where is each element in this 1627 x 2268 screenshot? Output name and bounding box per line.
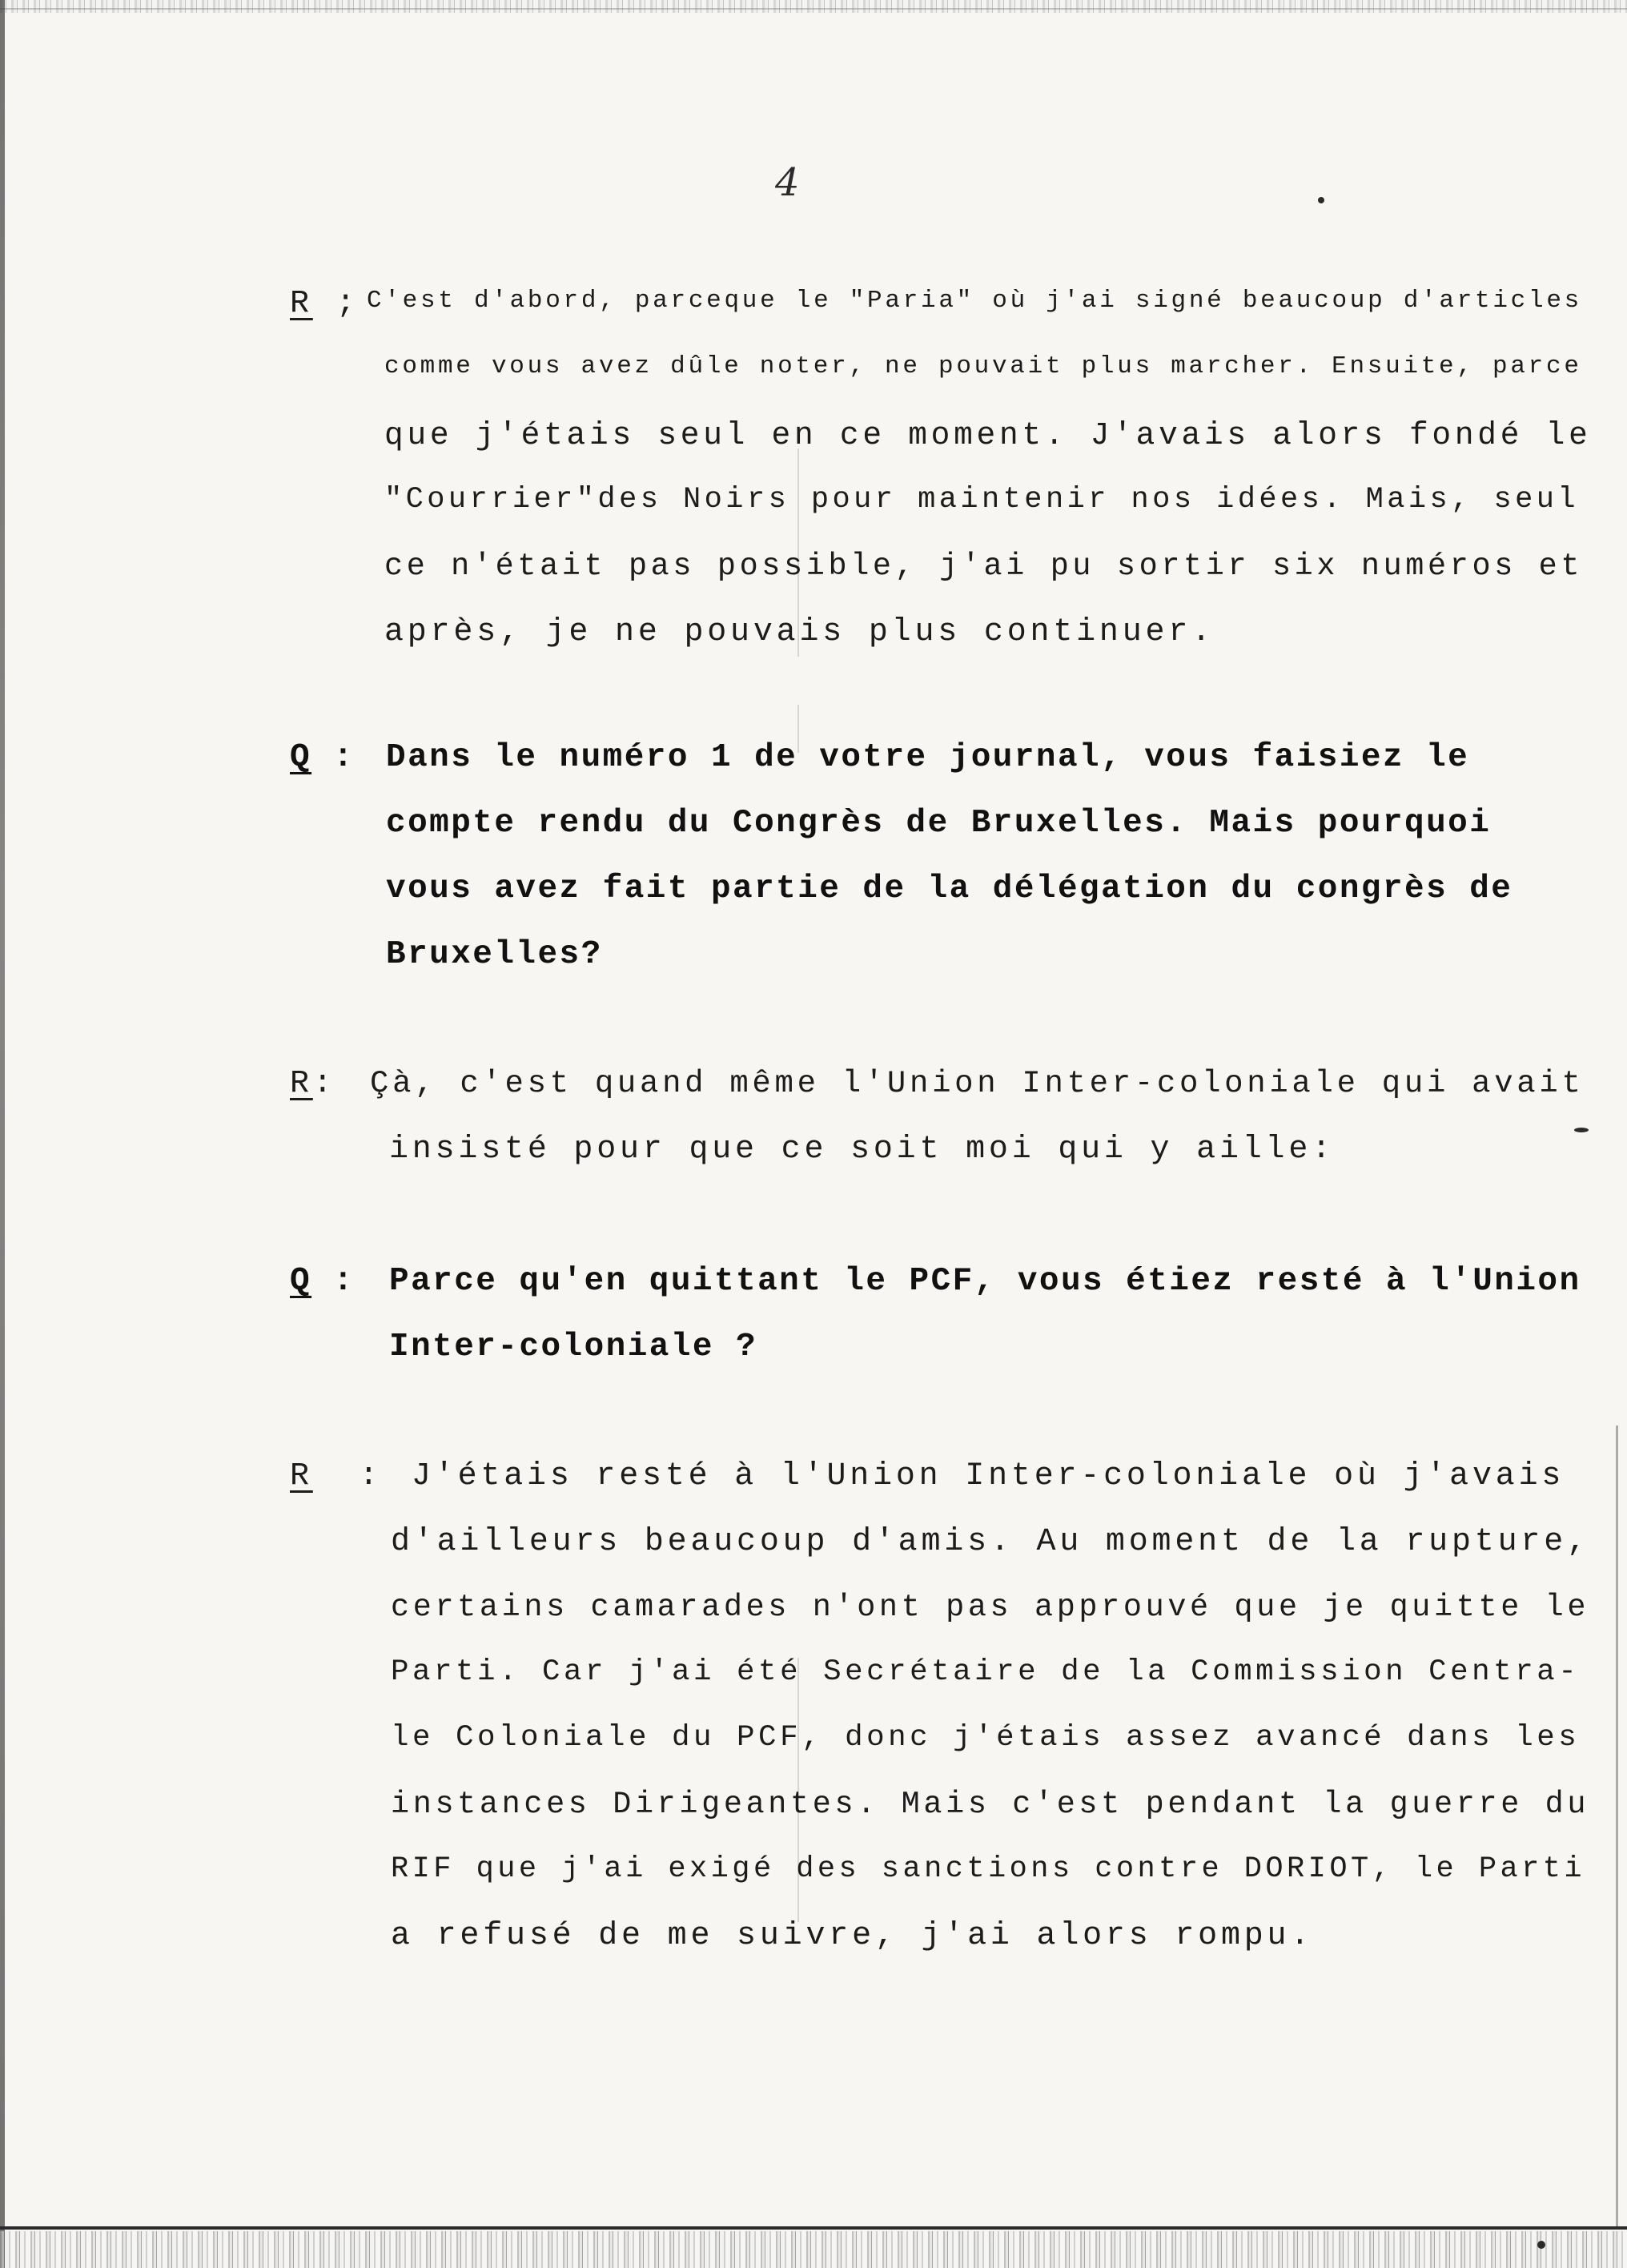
text-line: a refusé de me suivre, j'ai alors rompu.: [391, 1918, 1314, 1954]
text-line: ce n'était pas possible, j'ai pu sortir six numéros et: [384, 549, 1584, 584]
text-line: compte rendu du Congrès de Bruxelles. Mais pourquoi: [386, 805, 1492, 842]
scan-right-edge: [1616, 1426, 1618, 2226]
text-line: après, je ne pouvais plus continuer.: [384, 614, 1215, 650]
text-line: J'étais resté à l'Union Inter-coloniale où j'avais: [412, 1458, 1565, 1494]
scan-top-edge: [0, 0, 1627, 13]
text-line: le Coloniale du PCF, donc j'étais assez avancé dans les: [391, 1721, 1581, 1755]
text-line: "Courrier"des Noirs pour maintenir nos idées. Mais, seul: [384, 483, 1580, 517]
scan-left-edge: [0, 0, 5, 2268]
text-line: RIF que j'ai exigé des sanctions contre DORIOT, le Parti: [391, 1852, 1586, 1886]
text-line: Inter-coloniale ?: [389, 1329, 758, 1365]
text-line: Parti. Car j'ai été Secrétaire de la Commission Centra-: [391, 1655, 1581, 1689]
text-line: Parce qu'en quittant le PCF, vous étiez resté à l'Union: [389, 1263, 1581, 1300]
speaker-marker: Q :: [290, 739, 356, 776]
speaker-marker: R ;: [290, 286, 360, 322]
text-line: d'ailleurs beaucoup d'amis. Au moment de la rupture,: [391, 1524, 1590, 1560]
text-line: que j'étais seul en ce moment. J'avais alors fondé le: [384, 417, 1592, 453]
text-line: instances Dirigeantes. Mais c'est pendant la guerre du: [391, 1787, 1590, 1822]
ink-speck: [1574, 1128, 1589, 1132]
text-line: C'est d'abord, parceque le "Paria" où j'ai signé beaucoup d'articles: [367, 287, 1582, 315]
speaker-marker: R:: [290, 1066, 336, 1102]
scan-bottom-edge: [0, 2231, 1627, 2268]
text-line: Dans le numéro 1 de votre journal, vous faisiez le: [386, 739, 1470, 776]
text-line: Çà, c'est quand même l'Union Inter-coloniale qui avait: [370, 1066, 1585, 1101]
speaker-marker: Q :: [290, 1263, 356, 1300]
text-line: insisté pour que ce soit moi qui y aille:: [389, 1132, 1335, 1168]
scan-top-line: [0, 8, 1627, 10]
speaker-marker: R :: [290, 1458, 383, 1494]
ink-speck: [1318, 197, 1324, 203]
page-number: 4: [775, 160, 800, 205]
text-line: comme vous avez dûle noter, ne pouvait plus marcher. Ensuite, parce: [384, 352, 1582, 380]
text-line: Bruxelles?: [386, 936, 603, 973]
ink-speck: [1537, 2241, 1545, 2249]
text-line: certains camarades n'ont pas approuvé que je quitte le: [391, 1590, 1590, 1625]
scan-bottom-line: [0, 2226, 1627, 2230]
text-line: vous avez fait partie de la délégation du congrès de: [386, 871, 1513, 907]
